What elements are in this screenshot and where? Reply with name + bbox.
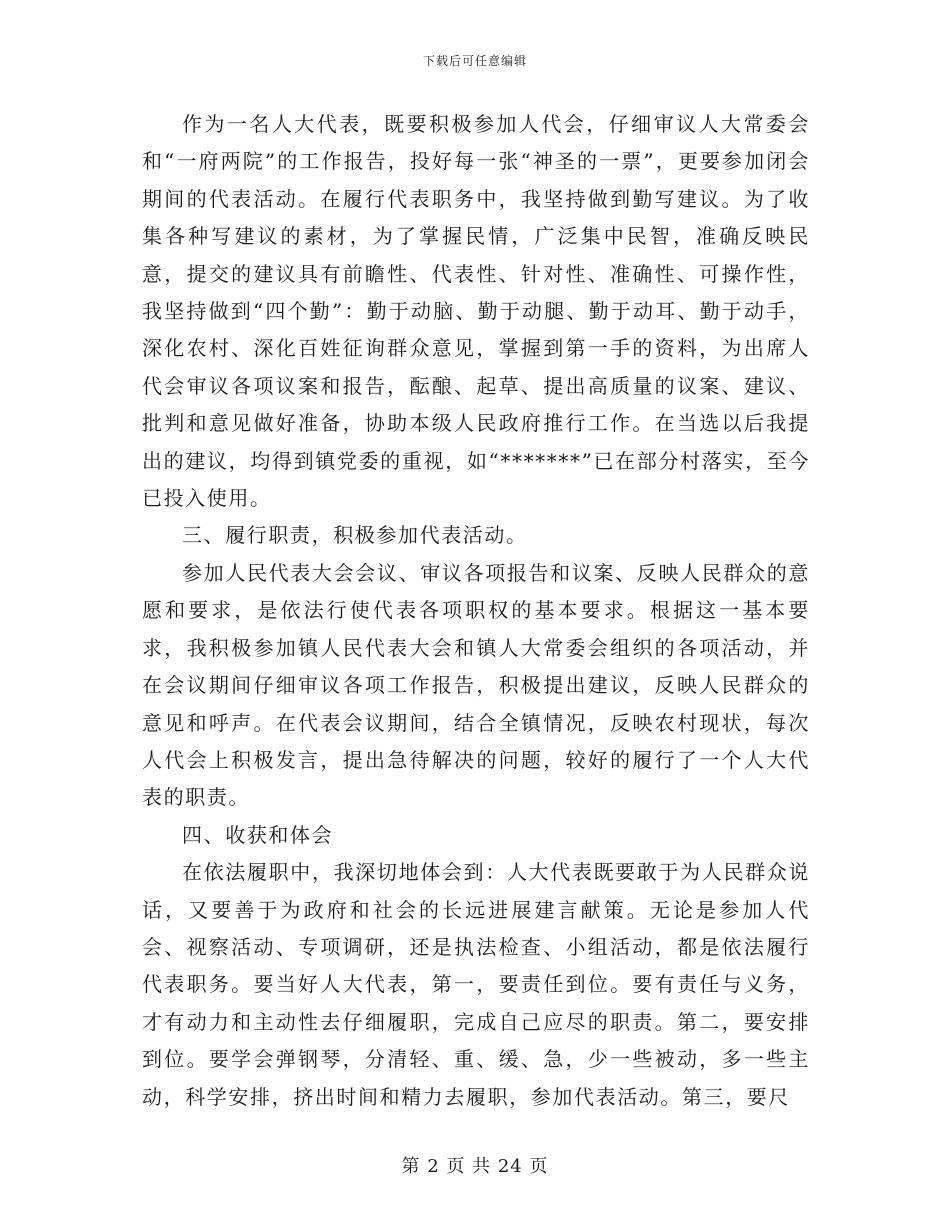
section-heading: 四、收获和体会 [182,822,334,847]
section-heading: 三、履行职责，积极参加代表活动。 [182,523,528,548]
document-body [142,106,810,1116]
page-footer [0,1152,950,1178]
page-number-label: 第 2 页 共 24 页 [401,1156,549,1177]
body-paragraph: 在依法履职中，我深切地体会到：人大代表既要敢于为人民群众说话，又要善于为政府和社会的长远进展建言献策。无论是参加人代会、视察活动、专项调研，还是执法检查、小组活动，都是依法履行代表职务。要当好人大代表，第一，要责任到位。要有责任与义务，才有动力和主动性去仔细履职，完成自己应尽的职责。第二，要安排到位。要学会弹钢琴，分清轻、重、缓、急，少一些被动，多一些主动，科学安排，挤出时间和精力去履职，参加代表活动。第三，要尺 [142,860,810,1109]
page-header: 下载后可任意编辑 [422,54,527,68]
body-paragraph: 作为一名人大代表，既要积极参加人代会，仔细审议人大常委会和“一府两院”的工作报告，投好每一张“神圣的一票”，更要参加闭会期间的代表活动。在履行代表职务中，我坚持做到勤写建议。为了收集各种写建议的素材，为了掌握民情，广泛集中民智，准确反映民意，提交的建议具有前瞻性、代表性、针对性、准确性、可操作性，我坚持做到“四个勤”：勤于动脑、勤于动腿、勤于动耳、勤于动手，深化农村、深化百姓征询群众意见，掌握到第一手的资料，为出席人代会审议各项议案和报告，酝酿、起草、提出高质量的议案、建议、批判和意见做好准备，协助本级人民政府推行工作。在当选以后我提出的建议，均得到镇党委的重视，如“*******”已在部分村落实，至今已投入使用。 [142,112,810,511]
body-paragraph: 参加人民代表大会会议、审议各项报告和议案、反映人民群众的意愿和要求，是依法行使代表各项职权的基本要求。根据这一基本要求，我积极参加镇人民代表大会和镇人大常委会组织的各项活动，并在会议期间仔细审议各项工作报告，积极提出建议，反映人民群众的意见和呼声。在代表会议期间，结合全镇情况，反映农村现状，每次人代会上积极发言，提出急待解决的问题，较好的履行了一个人大代表的职责。 [142,560,810,810]
